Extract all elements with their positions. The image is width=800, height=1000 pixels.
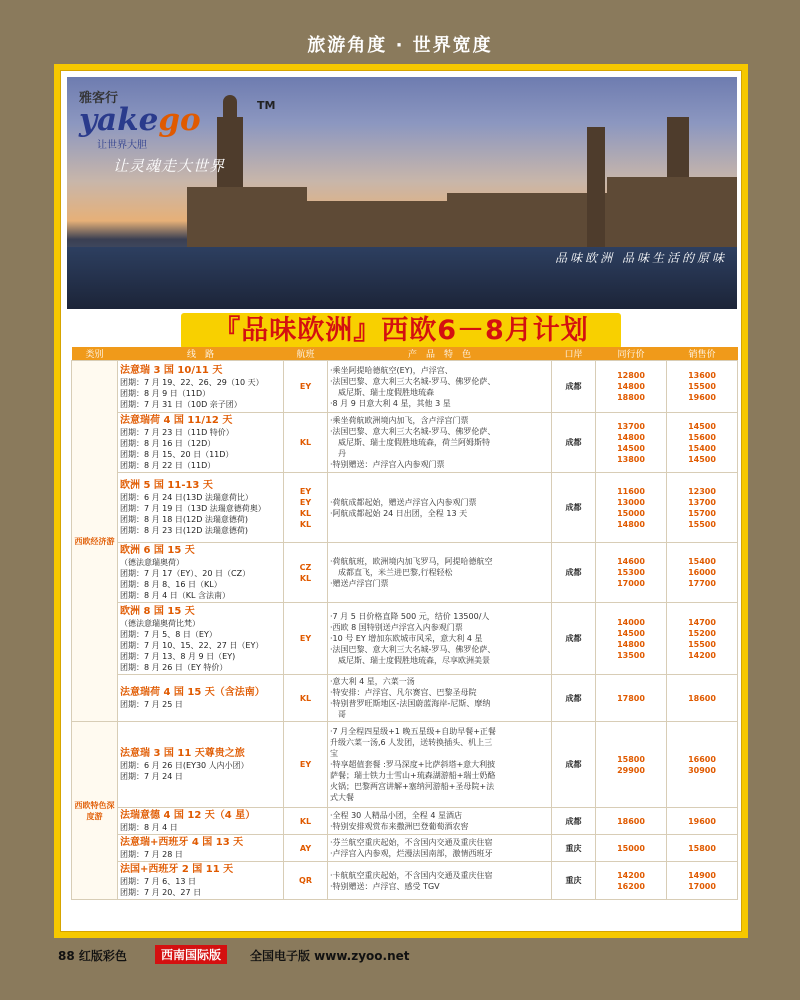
features-cell: [328, 862, 552, 900]
route-date-line: （德法意瑞奥荷比梵）: [120, 618, 200, 628]
port-cell: 成都: [552, 473, 596, 543]
peer-price-cell: [596, 675, 667, 722]
peer-price: 14800: [617, 382, 645, 391]
peer-price-cell: [596, 835, 667, 862]
peer-price: 14600: [617, 557, 645, 566]
route-date-line: 团期：8 月 22 日（11D）: [120, 461, 216, 470]
route-title: 欧洲 8 国 15 天: [120, 605, 195, 617]
header-sale-price: 销售价: [667, 347, 738, 361]
feature-line: 萨餐；瑞士铁力士雪山+琉森湖游船+瑞士奶酪: [330, 771, 496, 780]
feature-line: ·特别赠送：卢浮宫、感受 TGV: [330, 881, 440, 891]
route-date-line: 团期：6 月 26 日(EY30 人内小团）: [120, 761, 249, 770]
flight-cell: QR: [284, 862, 328, 900]
content-frame: [54, 64, 748, 938]
route-date-line: 团期：7 月 13、8 月 9 日（EY): [120, 651, 236, 661]
peer-price: 15000: [617, 508, 645, 518]
route-date-line: 团期：8 月 4 日: [120, 823, 178, 832]
route-title: 欧洲 6 国 15 天: [120, 545, 195, 556]
peer-price-cell: [596, 722, 667, 808]
sale-price-cell: [667, 675, 738, 722]
flight-cell: EY: [284, 361, 328, 413]
logo-english-main: yake: [79, 102, 159, 138]
route-date-line: 团期：7 月 24 日: [120, 772, 183, 781]
feature-line: 宝: [330, 749, 338, 758]
peer-price-cell: [596, 543, 667, 603]
feature-line: ·意大利 4 星，六菜一汤: [330, 677, 415, 686]
feature-line: 成都直飞，米兰进巴黎,行程轻松: [330, 568, 453, 577]
sale-price: 14500: [688, 454, 716, 464]
route-cell: [118, 603, 284, 675]
content-inner: [60, 70, 742, 932]
feature-line: 威尼斯、瑞士度假胜地琉森，荷兰阿姆斯特: [330, 438, 490, 447]
peer-price: 14500: [617, 628, 645, 638]
port-cell: 成都: [552, 808, 596, 835]
route-title: 法意瑞荷 4 国 15 天（含法南）: [120, 687, 265, 698]
peer-price: 15300: [617, 568, 645, 577]
feature-line: 丹: [330, 449, 346, 458]
feature-line: ·阿航成都起始 24 日出团，全程 13 天: [330, 508, 468, 518]
port-cell: 成都: [552, 675, 596, 722]
peer-price-cell: [596, 413, 667, 473]
route-cell: [118, 675, 284, 722]
route-cell: [118, 473, 284, 543]
peer-price: 14000: [617, 617, 645, 627]
feature-line: 火锅；巴黎两宫讲解+塞纳河游船+圣母院+法: [330, 782, 495, 791]
sale-price: 15200: [688, 628, 716, 638]
route-date-line: 团期：6 月 24 日(13D 法瑞意荷比）: [120, 493, 253, 502]
header-flight: 航班: [284, 347, 328, 361]
sale-price: 14700: [688, 617, 716, 627]
feature-line: ·赠送卢浮宫门票: [330, 579, 389, 588]
hero-slogan-left: 让灵魂走大世界: [113, 157, 226, 175]
table-row: [72, 835, 738, 862]
feature-line: 升级六菜一汤,6 人发团，送转换插头、机上三: [330, 738, 493, 747]
header-route: 线 路: [118, 347, 284, 361]
route-date-line: （德法意瑞奥荷）: [120, 558, 184, 567]
sale-price-cell: [667, 543, 738, 603]
feature-line: ·乘坐阿提哈德航空(EY)，卢浮宫、: [330, 365, 453, 375]
table-row: [72, 603, 738, 675]
peer-price: 14800: [617, 639, 645, 649]
sale-price: 15400: [688, 557, 716, 566]
peer-price: 18800: [617, 393, 645, 402]
route-cell: [118, 413, 284, 473]
table-row: [72, 361, 738, 413]
sale-price-cell: [667, 835, 738, 862]
feature-line: 式大餐: [330, 793, 354, 802]
peer-price: 13500: [617, 650, 645, 660]
route-title: 欧洲 5 国 11-13 天: [120, 480, 213, 491]
sale-price: 12300: [688, 486, 716, 496]
feature-line: ·法国巴黎、意大利三大名城-罗马、佛罗伦萨、: [330, 645, 496, 654]
sale-price: 14200: [688, 650, 716, 660]
features-cell: [328, 722, 552, 808]
features-cell: [328, 808, 552, 835]
peer-price-cell: [596, 862, 667, 900]
table-row: [72, 543, 738, 603]
peer-price: 13000: [617, 497, 645, 507]
feature-line: ·特享超值套餐 :罗马深度+比萨斜塔+意大利披: [330, 760, 496, 769]
flight-cell: AY: [284, 835, 328, 862]
feature-line: ·7 月 5 日价格直降 500 元，结价 13500/人: [330, 612, 490, 621]
logo-chinese: 雅客行: [79, 91, 119, 106]
page-number: 88 红版彩色: [58, 949, 127, 963]
sale-price: 19600: [688, 816, 716, 826]
route-date-line: 团期：8 月 4 日（KL 含法南）: [120, 591, 231, 600]
feature-line: ·西欧 8 国特别送卢浮宫入内参观门票: [330, 623, 463, 632]
header-features: 产 品 特 色: [328, 347, 552, 361]
sale-price: 30900: [688, 765, 716, 775]
route-title: 法意瑞荷 4 国 11/12 天: [120, 415, 233, 426]
table-row: [72, 808, 738, 835]
brand-logo: [79, 87, 201, 151]
route-date-line: 团期：8 月 8、16 日（KL）: [120, 580, 222, 589]
table-row: [72, 722, 738, 808]
feature-line: 威尼斯、瑞士度假胜地琉森，尽享欧洲美景: [330, 656, 490, 665]
sale-price: 15500: [688, 639, 716, 649]
logo-english-go: go: [158, 102, 201, 138]
sale-price-cell: [667, 722, 738, 808]
sale-price: 16600: [688, 754, 716, 764]
route-date-line: 团期：7 月 25 日: [120, 700, 183, 709]
feature-line: ·荷航航班，欧洲境内加飞罗马，阿提哈德航空: [330, 557, 493, 566]
features-cell: [328, 473, 552, 543]
peer-price: 13800: [617, 454, 645, 464]
features-cell: [328, 543, 552, 603]
sale-price-cell: [667, 603, 738, 675]
route-cell: [118, 808, 284, 835]
category-cell: 西欧特色深度游: [72, 722, 118, 900]
route-date-line: 团期：8 月 26 日（EY 特价）: [120, 662, 228, 672]
route-cell: [118, 835, 284, 862]
features-cell: [328, 675, 552, 722]
feature-line: ·特安排：卢浮宫、凡尔赛宫、巴黎圣母院: [330, 688, 477, 697]
route-cell: [118, 543, 284, 603]
flight-cell: KL: [284, 808, 328, 835]
sale-price: 15400: [688, 443, 716, 453]
peer-price: 17800: [617, 693, 645, 703]
feature-line: ·法国巴黎、意大利三大名城-罗马、佛罗伦萨、: [330, 427, 496, 436]
peer-price: 13700: [617, 421, 645, 431]
feature-line: ·7 月全程四星级+1 晚五星级+自助早餐+正餐: [330, 727, 496, 736]
sale-price: 13700: [688, 497, 716, 507]
tour-price-table: [71, 347, 738, 900]
flight-cell: KL: [284, 413, 328, 473]
feature-line: 哥: [330, 710, 346, 719]
flight-cell: KL: [284, 675, 328, 722]
table-row: [72, 413, 738, 473]
route-date-line: 团期：8 月 23 日(12D 法瑞意德荷): [120, 526, 249, 535]
sale-price: 15700: [688, 508, 716, 518]
feature-line: ·卡航航空重庆起始，不含国内交通及重庆住宿: [330, 870, 493, 880]
route-date-line: 团期：8 月 16 日（12D）: [120, 439, 216, 448]
route-date-line: 团期：7 月 31 日（10D 亲子团）: [120, 399, 242, 409]
sale-price: 15500: [688, 382, 716, 391]
sale-price: 19600: [688, 393, 716, 402]
trademark-mark: TM: [257, 99, 276, 112]
flight-cell: EY EY KL KL: [284, 473, 328, 543]
peer-price: 12800: [617, 371, 645, 380]
header-peer-price: 同行价: [596, 347, 667, 361]
peer-price: 15000: [617, 843, 645, 853]
route-cell: [118, 361, 284, 413]
route-date-line: 团期：8 月 18 日(12D 法瑞意德荷): [120, 515, 249, 524]
peer-price: 18600: [617, 816, 645, 826]
route-date-line: 团期：8 月 15、20 日（11D）: [120, 450, 234, 459]
feature-line: ·10 号 EY 增加东欧城市风采，意大利 4 星: [330, 634, 483, 643]
flight-cell: CZ KL: [284, 543, 328, 603]
route-date-line: 团期：7 月 20、27 日: [120, 888, 202, 897]
features-cell: [328, 361, 552, 413]
route-title: 法意瑞 3 国 11 天尊贵之旅: [120, 748, 245, 759]
table-body: [72, 361, 738, 900]
sale-price: 18600: [688, 693, 716, 703]
page-footer: [0, 944, 800, 966]
route-cell: [118, 722, 284, 808]
feature-line: ·全程 30 人精品小团，全程 4 星酒店: [330, 811, 462, 820]
logo-subtitle: 让世界大胆: [97, 140, 147, 151]
peer-price-cell: [596, 473, 667, 543]
route-date-line: 团期：7 月 19 日（13D 法瑞意德荷奥）: [120, 504, 266, 513]
sale-price: 17700: [688, 579, 716, 588]
route-date-line: 团期：7 月 28 日: [120, 850, 183, 859]
port-cell: 成都: [552, 413, 596, 473]
sale-price: 16000: [688, 568, 716, 577]
sale-price: 15600: [688, 432, 716, 442]
route-date-line: 团期：7 月 6、13 日: [120, 877, 196, 886]
peer-price: 17000: [617, 579, 645, 588]
sale-price: 15800: [688, 843, 716, 853]
route-date-line: 团期：7 月 23 日（11D 特价）: [120, 428, 234, 437]
peer-price-cell: [596, 603, 667, 675]
logo-english: [79, 104, 201, 136]
hero-slogan-right: 品味欧洲 品味生活的原味: [555, 251, 727, 265]
route-date-line: 团期：7 月 10、15、22、27 日（EY）: [120, 640, 264, 650]
route-title: 法意瑞 3 国 10/11 天: [120, 364, 223, 376]
feature-line: ·8 月 9 日意大利 4 星，其他 3 星: [330, 398, 451, 408]
table-row: [72, 862, 738, 900]
route-title: 法瑞意德 4 国 12 天（4 星）: [120, 810, 256, 821]
feature-line: ·乘坐荷航欧洲境内加飞，含卢浮宫门票: [330, 416, 469, 425]
hero-banner: [67, 77, 737, 309]
brand-badge: 西南国际版: [155, 945, 227, 964]
edition-link: 全国电子版 www.zyoo.net: [250, 949, 410, 963]
header-category: 类别: [72, 347, 118, 361]
peer-price-cell: [596, 361, 667, 413]
sale-price: 15500: [688, 519, 716, 529]
feature-line: ·特别赠送：卢浮宫入内参观门票: [330, 460, 445, 469]
sale-price-cell: [667, 473, 738, 543]
peer-price: 14200: [617, 870, 645, 880]
route-cell: [118, 862, 284, 900]
port-cell: 成都: [552, 722, 596, 808]
route-date-line: 团期：7 月 17（EY）、20 日（CZ）: [120, 569, 251, 578]
feature-line: 威尼斯、瑞士度假胜地琉森: [330, 387, 434, 397]
peer-price: 29900: [617, 765, 645, 775]
route-title: 法国+西班牙 2 国 11 天: [120, 864, 234, 875]
port-cell: 成都: [552, 543, 596, 603]
port-cell: 成都: [552, 361, 596, 413]
feature-line: ·芬兰航空重庆起始，不含国内交通及重庆住宿: [330, 838, 493, 847]
port-cell: 重庆: [552, 862, 596, 900]
peer-price: 14500: [617, 443, 645, 453]
flight-cell: EY: [284, 722, 328, 808]
header-port: 口岸: [552, 347, 596, 361]
category-cell: 西欧经济游: [72, 361, 118, 722]
table-row: [72, 473, 738, 543]
peer-price: 14800: [617, 432, 645, 442]
peer-price-cell: [596, 808, 667, 835]
route-date-line: 团期：7 月 5、8 日（EY）: [120, 629, 217, 639]
sale-price: 14500: [688, 421, 716, 431]
route-title: 法意瑞+西班牙 4 国 13 天: [120, 837, 244, 848]
port-cell: 成都: [552, 603, 596, 675]
port-cell: 重庆: [552, 835, 596, 862]
sale-price: 17000: [688, 881, 716, 891]
features-cell: [328, 603, 552, 675]
feature-line: ·法国巴黎、意大利三大名城-罗马、佛罗伦萨、: [330, 376, 496, 386]
feature-line: ·特别普罗旺斯地区-法国蔚蓝海岸-尼斯、摩纳: [330, 699, 491, 708]
features-cell: [328, 835, 552, 862]
features-cell: [328, 413, 552, 473]
page-header: 旅游角度 · 世界宽度: [307, 35, 493, 56]
route-date-line: 团期：7 月 19、22、26、29（10 天）: [120, 377, 264, 387]
sale-price-cell: [667, 413, 738, 473]
sale-price: 14900: [688, 870, 716, 880]
sale-price-cell: [667, 361, 738, 413]
peer-price: 16200: [617, 881, 645, 891]
feature-line: ·卢浮宫入内参观，烂漫法国南部，激情西班牙: [330, 849, 493, 858]
sale-price: 13600: [688, 371, 716, 380]
table-row: [72, 675, 738, 722]
route-date-line: 团期：8 月 9 日（11D）: [120, 388, 211, 398]
table-header-row: [72, 347, 738, 361]
peer-price: 11600: [617, 486, 645, 496]
plan-title: 『品味欧洲』西欧6－8月计划: [181, 313, 621, 349]
peer-price: 15800: [617, 754, 645, 764]
peer-price: 14800: [617, 519, 645, 529]
sale-price-cell: [667, 808, 738, 835]
feature-line: ·特别安排观赏布来撒洲巴登葡萄酒农窖: [330, 822, 469, 831]
feature-line: ·荷航成都起始，赠送卢浮宫入内参观门票: [330, 497, 477, 507]
flight-cell: EY: [284, 603, 328, 675]
sale-price-cell: [667, 862, 738, 900]
